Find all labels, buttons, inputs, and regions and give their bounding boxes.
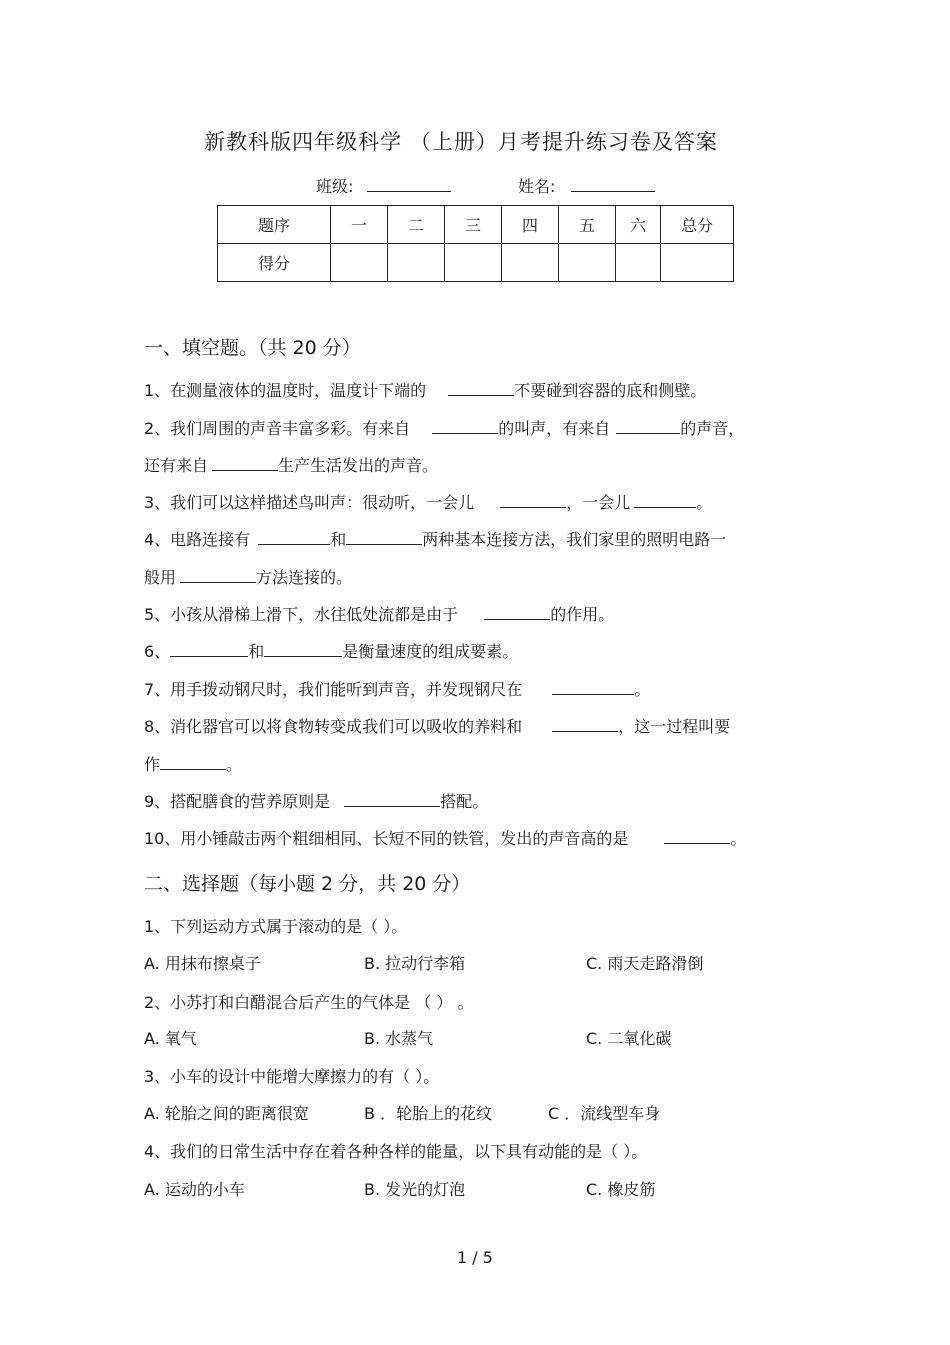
choice-option-a[interactable]: A. 运动的小车 xyxy=(144,1180,245,1199)
answer-blank[interactable] xyxy=(552,679,634,695)
header-cell: 四 xyxy=(502,206,559,244)
page-number: 1 / 5 xyxy=(457,1248,493,1267)
header-cell: 五 xyxy=(559,206,616,244)
question-text: 不要碰到容器的底和侧壁。 xyxy=(514,381,707,400)
question-text: 9、搭配膳食的营养原则是 xyxy=(144,792,331,811)
choice-option-a[interactable]: A. 氧气 xyxy=(144,1029,197,1048)
page-title: 新教科版四年级科学 （上册）月考提升练习卷及答案 xyxy=(204,130,718,154)
answer-blank[interactable] xyxy=(448,380,514,396)
name-field xyxy=(518,174,655,197)
choice-question-4-stem: 4、我们的日常生活中存在着各种各样的能量，以下具有动能的是（ ）。 xyxy=(144,1142,648,1161)
choice-option-a[interactable]: A. 用抹布擦桌子 xyxy=(144,954,261,973)
score-cell[interactable] xyxy=(616,244,661,282)
question-text: 7、用手拨动钢尺时，我们能听到声音，并发现钢尺在 xyxy=(144,680,523,699)
name-label: 姓名: xyxy=(518,177,556,196)
question-text: 5、小孩从滑梯上滑下，水往低处流都是由于 xyxy=(144,605,459,624)
header-cell: 题序 xyxy=(218,206,331,244)
question-text: 方法连接的。 xyxy=(256,568,353,587)
answer-blank[interactable] xyxy=(344,791,440,807)
choice-option-a[interactable]: A. 轮胎之间的距离很宽 xyxy=(144,1104,309,1123)
question-text: 。 xyxy=(634,680,651,699)
question-text: 2、我们周围的声音丰富多彩。有来自 xyxy=(144,419,411,438)
class-label: 班级: xyxy=(316,177,354,196)
score-cell[interactable] xyxy=(661,244,734,282)
question-text: 。 xyxy=(696,493,713,512)
question-text: 3、我们可以这样描述鸟叫声：很动听，一会儿 xyxy=(144,493,475,512)
answer-blank[interactable] xyxy=(258,529,330,545)
question-text: 的声音， xyxy=(680,419,745,438)
question-text: 搭配。 xyxy=(440,792,489,811)
score-table xyxy=(217,205,734,282)
answer-blank[interactable] xyxy=(170,641,248,657)
question-text: 的叫声，有来自 xyxy=(498,419,611,438)
choice-option-b[interactable]: B ．轮胎上的花纹 xyxy=(364,1104,493,1123)
question-text: 和 xyxy=(248,642,265,661)
score-table-header-row xyxy=(218,206,734,244)
fill-question-10 xyxy=(144,826,746,849)
score-cell[interactable] xyxy=(331,244,388,282)
question-text: 。 xyxy=(730,829,747,848)
score-cell[interactable] xyxy=(559,244,616,282)
answer-blank[interactable] xyxy=(432,418,498,434)
question-text: 还有来自 xyxy=(144,456,209,475)
answer-blank[interactable] xyxy=(264,641,342,657)
answer-blank[interactable] xyxy=(160,754,226,770)
question-text: 生产生活发出的声音。 xyxy=(278,456,439,475)
choice-option-c[interactable]: C. 橡皮筋 xyxy=(586,1180,656,1199)
answer-blank[interactable] xyxy=(634,492,696,508)
fill-question-2-cont xyxy=(144,453,438,476)
question-text: 和 xyxy=(330,530,347,549)
choice-question-2-stem: 2、小苏打和白醋混合后产生的气体是 （ ） 。 xyxy=(144,993,474,1012)
answer-blank[interactable] xyxy=(212,455,278,471)
question-text: 是衡量速度的组成要素。 xyxy=(342,642,519,661)
fill-question-6 xyxy=(144,639,518,662)
question-text: ，这一过程叫要 xyxy=(618,717,731,736)
score-cell[interactable] xyxy=(388,244,445,282)
question-text: 作 xyxy=(144,755,161,774)
question-text: 4、电路连接有 xyxy=(144,530,251,549)
question-text: ，一会儿 xyxy=(566,493,631,512)
choice-option-b[interactable]: B. 拉动行李箱 xyxy=(364,954,466,973)
answer-blank[interactable] xyxy=(664,828,730,844)
choice-option-c[interactable]: C. 二氧化碳 xyxy=(586,1029,672,1048)
question-text: 6、 xyxy=(144,642,171,661)
row-label-cell: 得分 xyxy=(218,244,331,282)
header-cell: 总分 xyxy=(661,206,734,244)
question-text: 10、用小锤敲击两个粗细相同、长短不同的铁管，发出的声音高的是 xyxy=(144,829,629,848)
answer-blank[interactable] xyxy=(484,604,550,620)
answer-blank[interactable] xyxy=(500,492,566,508)
header-cell: 六 xyxy=(616,206,661,244)
question-text: 。 xyxy=(226,755,243,774)
score-cell[interactable] xyxy=(502,244,559,282)
question-text: 8、消化器官可以将食物转变成我们可以吸收的养料和 xyxy=(144,717,523,736)
score-cell[interactable] xyxy=(445,244,502,282)
section1-heading: 一、填空题。（共 20 分） xyxy=(144,337,361,359)
section2-heading: 二、选择题（每小题 2 分，共 20 分） xyxy=(144,873,471,895)
question-text: 两种基本连接方法，我们家里的照明电路一 xyxy=(422,530,727,549)
fill-question-3 xyxy=(144,490,712,513)
fill-question-4-cont xyxy=(144,565,352,588)
class-blank[interactable] xyxy=(367,177,451,192)
score-table-score-row xyxy=(218,244,734,282)
answer-blank[interactable] xyxy=(180,567,256,583)
fill-question-7 xyxy=(144,677,650,700)
choice-question-3-stem: 3、小车的设计中能增大摩擦力的有（ ）。 xyxy=(144,1067,440,1086)
choice-question-1-stem: 1、下列运动方式属于滚动的是（ ）。 xyxy=(144,917,408,936)
class-field xyxy=(316,174,451,197)
fill-question-9 xyxy=(144,789,488,812)
choice-option-c[interactable]: C. 雨天走路滑倒 xyxy=(586,954,704,973)
answer-blank[interactable] xyxy=(552,716,618,732)
choice-option-b[interactable]: B. 发光的灯泡 xyxy=(364,1180,466,1199)
fill-question-8-cont xyxy=(144,752,242,775)
choice-option-b[interactable]: B. 水蒸气 xyxy=(364,1029,434,1048)
fill-question-4 xyxy=(144,527,726,550)
choice-option-c[interactable]: C ．流线型车身 xyxy=(548,1104,661,1123)
name-blank[interactable] xyxy=(571,177,655,192)
header-cell: 二 xyxy=(388,206,445,244)
fill-question-2 xyxy=(144,416,744,439)
question-text: 般用 xyxy=(144,568,177,587)
answer-blank[interactable] xyxy=(346,529,422,545)
header-cell: 一 xyxy=(331,206,388,244)
question-text: 1、在测量液体的温度时，温度计下端的 xyxy=(144,381,427,400)
question-text: 的作用。 xyxy=(550,605,615,624)
fill-question-1 xyxy=(144,378,706,401)
header-cell: 三 xyxy=(445,206,502,244)
fill-question-8 xyxy=(144,714,730,737)
fill-question-5 xyxy=(144,602,614,625)
answer-blank[interactable] xyxy=(616,418,680,434)
